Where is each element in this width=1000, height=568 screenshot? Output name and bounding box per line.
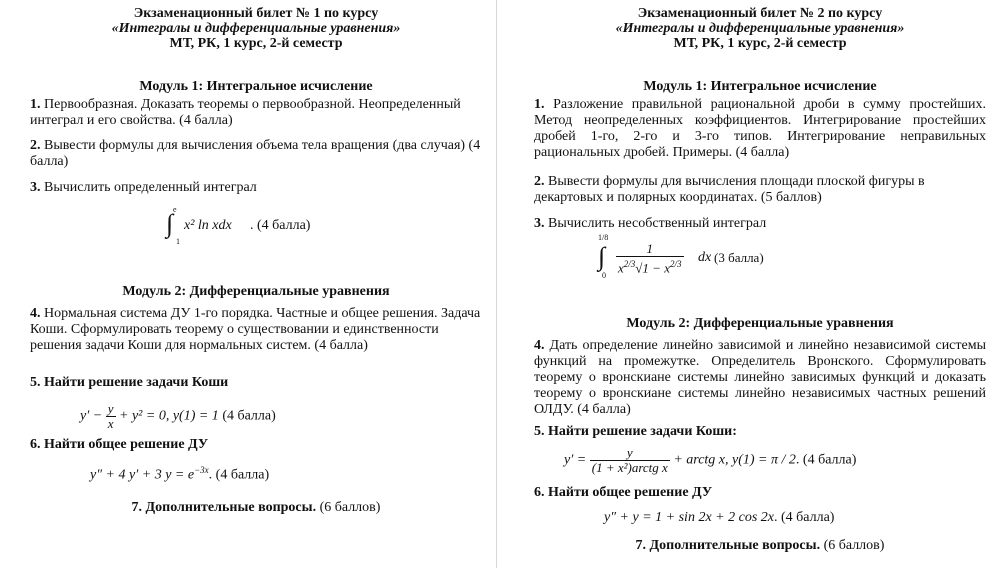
fraction-denominator [616,257,684,275]
question-6 [30,437,482,453]
question-number: 7. [635,538,647,553]
question-2 [534,174,986,206]
question-text: Дополнительные вопросы. [142,500,317,515]
denominator-base: x [618,260,624,276]
fraction-denominator: x [107,416,114,431]
question-number: 7. [131,500,143,515]
question-3 [534,216,986,232]
question-text: Вывести формулы для вычисления площади плоской фигуры в декартовых и полярных координатах. (5 баллов) [534,174,925,205]
question-text: Найти решение задачи Коши: [544,424,737,439]
points: . (4 балла) [795,452,857,468]
question-4 [30,306,482,354]
question-number: 3. [534,216,545,231]
question-5 [30,375,482,391]
question-number: 3. [30,180,41,195]
root-exponent: 2/3 [669,259,682,269]
points: . (4 балла) [208,467,270,483]
integral-sign-icon: ∫ [166,209,174,238]
formula-improper-integral [594,234,854,282]
course-name: «Интегралы и дифференциальные уравнения» [111,21,401,36]
points: (6 баллов) [316,500,381,515]
column-divider [496,0,497,568]
points: (6 баллов) [820,538,885,553]
ticket-title: Экзаменационный билет № 2 по курсу [637,6,883,21]
formula-ode [604,510,834,526]
integral-sign-icon: ∫ [598,242,606,271]
upper-limit: e [173,205,177,214]
ticket-header [534,6,986,51]
formula-cauchy-problem [564,446,856,475]
fraction-denominator: (1 + x²)arctg x [591,460,668,475]
question-7 [30,500,482,516]
formula-exponent: −3x [194,465,209,475]
course-name: «Интегралы и дифференциальные уравнения» [615,21,905,36]
module-2-heading: Модуль 2: Дифференциальные уравнения [626,316,894,331]
question-text: Дополнительные вопросы. [646,538,821,553]
points: (3 балла) [714,250,764,265]
group-info: МТ, РК, 1 курс, 2-й семестр [169,36,343,51]
question-number: 4. [534,338,545,353]
question-6 [534,485,986,501]
lower-limit: 1 [176,237,180,246]
question-text: Первообразная. Доказать теоремы о первообразной. Неопределенный интеграл и его свойства. (4 балла) [30,97,461,128]
question-text: Дать определение линейно зависимой и линейно независимой системы функций на промежутке. Определитель Вронского. Сформулировать теорему о вронскиане системы линейно зависимых функций и доказать теорему о вронскиане системы линейно независимых частных решений ОЛДУ. (4 балла) [534,338,986,417]
points: (4 балла) [218,408,276,424]
question-number: 5. [534,424,545,439]
question-number: 2. [534,174,545,189]
ticket-header [30,6,482,51]
denominator-exponent: 2/3 [623,259,636,269]
question-number: 2. [30,138,41,153]
formula-ode [90,462,269,484]
formula-expression: y″ + y = 1 + sin 2x + 2 cos 2x [604,510,774,525]
fraction [106,402,116,431]
question-2 [30,138,482,170]
differential: dx [698,250,712,265]
question-text: Найти общее решение ДУ [40,437,209,452]
question-number: 4. [30,306,41,321]
denominator-root: √1 − x [635,260,670,276]
points: . (4 балла) [773,510,835,525]
formula-definite-integral [166,206,366,246]
formula-cauchy-problem [80,402,276,431]
module-1-heading: Модуль 1: Интегральное исчисление [643,79,877,94]
formula-left: y′ − [80,408,103,424]
formula-right: + arctg x, y(1) = π / 2 [673,452,796,468]
question-1 [30,97,482,129]
question-text: Нормальная система ДУ 1-го порядка. Частные и общее решения. Задача Коши. Сформулировать теорему о существовании и единственности решения задачи Коши для нормальных систем. (4 балла) [30,306,481,353]
points: . (4 балла) [250,218,311,233]
group-info: МТ, РК, 1 курс, 2-й семестр [673,36,847,51]
question-text: Вычислить несобственный интеграл [544,216,767,231]
question-text: Найти общее решение ДУ [544,485,713,500]
module-2-heading: Модуль 2: Дифференциальные уравнения [122,284,390,299]
lower-limit: 0 [602,271,606,280]
fraction [590,446,670,475]
question-7 [534,538,986,554]
formula-expression: y″ + 4 y′ + 3 y = e [90,467,195,483]
question-number: 5. [30,375,41,390]
question-3 [30,180,482,196]
fraction [616,242,684,275]
question-number: 1. [30,97,41,112]
question-text: Найти решение задачи Коши [40,375,229,390]
question-1 [534,97,986,161]
question-number: 1. [534,97,545,112]
fraction-numerator: y [107,401,114,416]
question-4 [534,338,986,418]
question-text: Разложение правильной рациональной дроби в сумму простейших. Метод неопределенных коэффициентов. Интегрирование простейших дробей 1-го, 2-го и 3-го типов. Интегрирование неправильных рациональных дробей. Примеры. (4 балла) [534,97,986,160]
integrand: x² ln xdx [184,218,232,233]
question-text: Вывести формулы для вычисления объема тела вращения (два случая) (4 балла) [30,138,481,169]
question-number: 6. [534,485,545,500]
ticket-title: Экзаменационный билет № 1 по курсу [133,6,379,21]
formula-left: y′ = [564,452,587,468]
formula-right: + y² = 0, y(1) = 1 [119,408,219,424]
question-number: 6. [30,437,41,452]
fraction-numerator: y [590,446,670,461]
upper-limit: 1/8 [598,233,609,242]
fraction-numerator: 1 [616,242,684,257]
question-text: Вычислить определенный интеграл [40,180,257,195]
question-5 [534,424,986,440]
module-1-heading: Модуль 1: Интегральное исчисление [139,79,373,94]
